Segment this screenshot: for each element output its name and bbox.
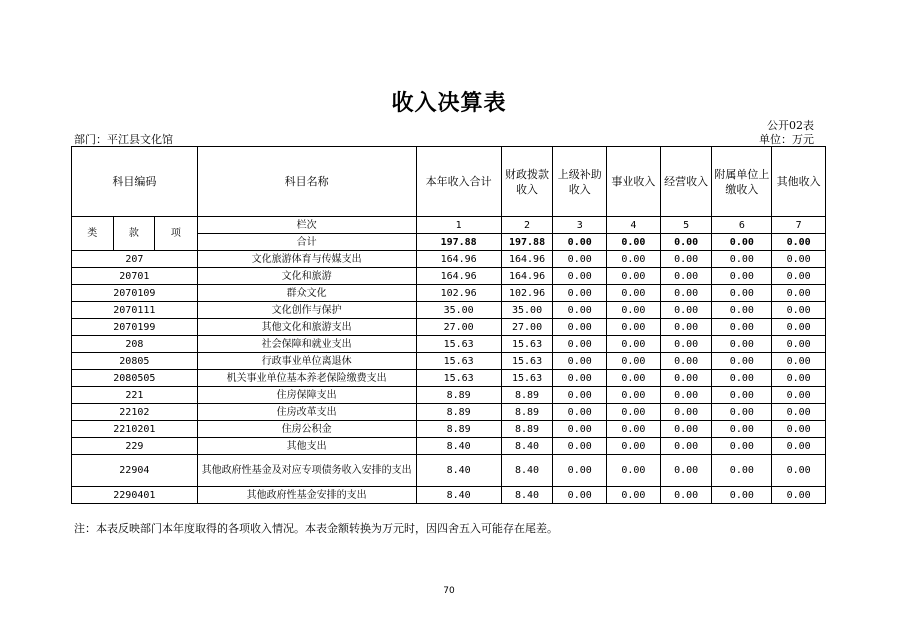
amount-cell: 15.63 — [416, 336, 501, 353]
subject-code: 221 — [72, 387, 198, 404]
amount-cell: 0.00 — [607, 302, 661, 319]
amount-cell: 8.40 — [416, 487, 501, 504]
amount-cell: 0.00 — [712, 353, 772, 370]
amount-cell: 8.89 — [501, 404, 553, 421]
amount-cell: 0.00 — [553, 336, 607, 353]
header-kuan: 款 — [113, 217, 155, 251]
amount-cell: 0.00 — [607, 438, 661, 455]
header-xiang: 项 — [155, 217, 198, 251]
subject-name: 住房改革支出 — [197, 404, 416, 421]
amount-cell: 27.00 — [416, 319, 501, 336]
subject-name: 机关事业单位基本养老保险缴费支出 — [197, 370, 416, 387]
subject-name: 其他政府性基金及对应专项债务收入安排的支出 — [197, 455, 416, 487]
amount-cell: 0.00 — [607, 336, 661, 353]
amount-cell: 0.00 — [772, 353, 826, 370]
table-row — [72, 387, 826, 404]
amount-cell: 0.00 — [553, 438, 607, 455]
amount-cell: 0.00 — [712, 421, 772, 438]
header-other: 其他收入 — [772, 147, 826, 217]
total-value: 0.00 — [772, 234, 826, 251]
amount-cell: 0.00 — [660, 285, 712, 302]
subject-name: 群众文化 — [197, 285, 416, 302]
subject-name: 行政事业单位离退休 — [197, 353, 416, 370]
table-row — [72, 455, 826, 487]
amount-cell: 15.63 — [501, 353, 553, 370]
amount-cell: 15.63 — [501, 370, 553, 387]
table-row — [72, 336, 826, 353]
total-value: 0.00 — [607, 234, 661, 251]
total-value: 197.88 — [416, 234, 501, 251]
subject-code: 22102 — [72, 404, 198, 421]
amount-cell: 0.00 — [660, 421, 712, 438]
amount-cell: 8.89 — [416, 421, 501, 438]
header-operating: 经营收入 — [660, 147, 712, 217]
subject-code: 20805 — [72, 353, 198, 370]
amount-cell: 0.00 — [712, 319, 772, 336]
amount-cell: 0.00 — [607, 387, 661, 404]
amount-cell: 0.00 — [553, 455, 607, 487]
amount-cell: 102.96 — [416, 285, 501, 302]
amount-cell: 0.00 — [660, 438, 712, 455]
amount-cell: 0.00 — [553, 404, 607, 421]
amount-cell: 0.00 — [660, 336, 712, 353]
total-label: 合计 — [197, 234, 416, 251]
table-row — [72, 268, 826, 285]
amount-cell: 164.96 — [416, 268, 501, 285]
amount-cell: 0.00 — [712, 336, 772, 353]
subject-code: 2290401 — [72, 487, 198, 504]
amount-cell: 0.00 — [712, 285, 772, 302]
amount-cell: 0.00 — [607, 455, 661, 487]
amount-cell: 0.00 — [607, 404, 661, 421]
subject-code: 2070111 — [72, 302, 198, 319]
form-number: 公开02表 — [767, 119, 814, 132]
amount-cell: 0.00 — [772, 268, 826, 285]
column-number: 5 — [660, 217, 712, 234]
amount-cell: 15.63 — [416, 353, 501, 370]
subject-code: 22904 — [72, 455, 198, 487]
subject-name: 社会保障和就业支出 — [197, 336, 416, 353]
amount-cell: 0.00 — [772, 421, 826, 438]
amount-cell: 0.00 — [553, 387, 607, 404]
amount-cell: 0.00 — [553, 268, 607, 285]
amount-cell: 0.00 — [712, 251, 772, 268]
header-fiscal: 财政拨款收入 — [501, 147, 553, 217]
amount-cell: 0.00 — [660, 251, 712, 268]
table-row — [72, 285, 826, 302]
header-subject-code: 科目编码 — [72, 147, 198, 217]
table-row — [72, 421, 826, 438]
subject-name: 其他支出 — [197, 438, 416, 455]
amount-cell: 0.00 — [772, 251, 826, 268]
total-value: 0.00 — [712, 234, 772, 251]
page-number: 70 — [443, 586, 455, 596]
amount-cell: 35.00 — [501, 302, 553, 319]
amount-cell: 35.00 — [416, 302, 501, 319]
column-number: 6 — [712, 217, 772, 234]
amount-cell: 0.00 — [712, 302, 772, 319]
subject-code: 207 — [72, 251, 198, 268]
subject-code: 208 — [72, 336, 198, 353]
amount-cell: 0.00 — [772, 438, 826, 455]
amount-cell: 27.00 — [501, 319, 553, 336]
subject-name: 其他文化和旅游支出 — [197, 319, 416, 336]
amount-cell: 0.00 — [772, 487, 826, 504]
amount-cell: 0.00 — [660, 268, 712, 285]
column-number: 3 — [553, 217, 607, 234]
subject-name: 其他政府性基金安排的支出 — [197, 487, 416, 504]
amount-cell: 0.00 — [553, 421, 607, 438]
amount-cell: 0.00 — [772, 404, 826, 421]
table-row — [72, 353, 826, 370]
table-row — [72, 404, 826, 421]
amount-cell: 0.00 — [660, 455, 712, 487]
table-row — [72, 370, 826, 387]
amount-cell: 8.40 — [501, 487, 553, 504]
amount-cell: 0.00 — [712, 487, 772, 504]
amount-cell: 0.00 — [553, 353, 607, 370]
column-number: 7 — [772, 217, 826, 234]
subject-name: 文化和旅游 — [197, 268, 416, 285]
amount-cell: 0.00 — [607, 487, 661, 504]
header-total-income: 本年收入合计 — [416, 147, 501, 217]
amount-cell: 0.00 — [553, 487, 607, 504]
amount-cell: 0.00 — [660, 302, 712, 319]
amount-cell: 164.96 — [416, 251, 501, 268]
subject-code: 229 — [72, 438, 198, 455]
amount-cell: 8.89 — [416, 404, 501, 421]
subject-name: 住房保障支出 — [197, 387, 416, 404]
amount-cell: 0.00 — [607, 370, 661, 387]
amount-cell: 8.40 — [416, 455, 501, 487]
amount-cell: 15.63 — [416, 370, 501, 387]
table-row — [72, 302, 826, 319]
amount-cell: 0.00 — [712, 438, 772, 455]
total-value: 197.88 — [501, 234, 553, 251]
table-row — [72, 487, 826, 504]
amount-cell: 0.00 — [772, 370, 826, 387]
amount-cell: 0.00 — [607, 353, 661, 370]
amount-cell: 0.00 — [553, 302, 607, 319]
page-title: 收入决算表 — [391, 91, 507, 116]
table-row — [72, 319, 826, 336]
amount-cell: 102.96 — [501, 285, 553, 302]
amount-cell: 0.00 — [607, 251, 661, 268]
amount-cell: 0.00 — [553, 285, 607, 302]
amount-cell: 0.00 — [660, 370, 712, 387]
header-upper-subsidy: 上级补助收入 — [553, 147, 607, 217]
header-affiliated: 附属单位上缴收入 — [712, 147, 772, 217]
amount-cell: 0.00 — [712, 455, 772, 487]
unit-label: 单位：万元 — [759, 133, 814, 146]
subject-code: 2070109 — [72, 285, 198, 302]
amount-cell: 0.00 — [712, 387, 772, 404]
footnote: 注：本表反映部门本年度取得的各项收入情况。本表金额转换为万元时，因四舍五入可能存在尾差。 — [74, 522, 558, 535]
amount-cell: 8.40 — [501, 455, 553, 487]
amount-cell: 15.63 — [501, 336, 553, 353]
amount-cell: 0.00 — [660, 353, 712, 370]
amount-cell: 0.00 — [553, 251, 607, 268]
total-value: 0.00 — [660, 234, 712, 251]
subject-name: 住房公积金 — [197, 421, 416, 438]
amount-cell: 164.96 — [501, 268, 553, 285]
subject-name: 文化创作与保护 — [197, 302, 416, 319]
subject-code: 20701 — [72, 268, 198, 285]
amount-cell: 0.00 — [772, 285, 826, 302]
amount-cell: 8.89 — [501, 421, 553, 438]
amount-cell: 0.00 — [553, 370, 607, 387]
amount-cell: 0.00 — [660, 387, 712, 404]
amount-cell: 164.96 — [501, 251, 553, 268]
amount-cell: 0.00 — [772, 455, 826, 487]
amount-cell: 0.00 — [772, 387, 826, 404]
subject-code: 2070199 — [72, 319, 198, 336]
amount-cell: 0.00 — [607, 421, 661, 438]
amount-cell: 0.00 — [553, 319, 607, 336]
amount-cell: 8.89 — [416, 387, 501, 404]
amount-cell: 0.00 — [772, 302, 826, 319]
amount-cell: 8.89 — [501, 387, 553, 404]
department-label: 部门：平江县文化馆 — [74, 133, 173, 146]
header-column-no: 栏次 — [197, 217, 416, 234]
amount-cell: 0.00 — [660, 319, 712, 336]
column-number: 4 — [607, 217, 661, 234]
table-row — [72, 438, 826, 455]
subject-name: 文化旅游体育与传媒支出 — [197, 251, 416, 268]
header-lei: 类 — [72, 217, 114, 251]
header-business: 事业收入 — [607, 147, 661, 217]
amount-cell: 8.40 — [416, 438, 501, 455]
amount-cell: 0.00 — [607, 285, 661, 302]
amount-cell: 0.00 — [712, 370, 772, 387]
subject-code: 2210201 — [72, 421, 198, 438]
income-table — [71, 146, 826, 504]
column-number: 1 — [416, 217, 501, 234]
amount-cell: 0.00 — [712, 268, 772, 285]
amount-cell: 0.00 — [607, 319, 661, 336]
amount-cell: 0.00 — [772, 336, 826, 353]
amount-cell: 8.40 — [501, 438, 553, 455]
amount-cell: 0.00 — [772, 319, 826, 336]
total-value: 0.00 — [553, 234, 607, 251]
table-row — [72, 251, 826, 268]
amount-cell: 0.00 — [660, 487, 712, 504]
amount-cell: 0.00 — [712, 404, 772, 421]
header-subject-name: 科目名称 — [197, 147, 416, 217]
column-number: 2 — [501, 217, 553, 234]
amount-cell: 0.00 — [660, 404, 712, 421]
amount-cell: 0.00 — [607, 268, 661, 285]
subject-code: 2080505 — [72, 370, 198, 387]
